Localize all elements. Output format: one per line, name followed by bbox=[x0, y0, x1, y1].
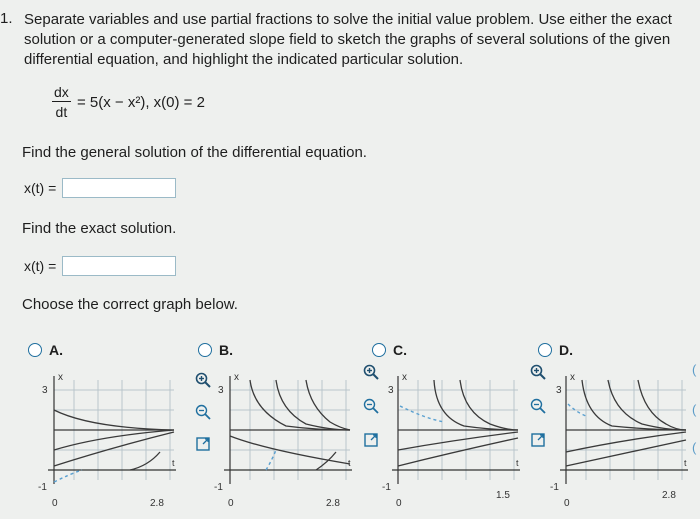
x-tick-right: 2.8 bbox=[150, 498, 164, 509]
edge-cut-icon: ( bbox=[692, 402, 697, 417]
x-tick-left: 0 bbox=[564, 498, 570, 509]
general-solution-label: x(t) = bbox=[24, 180, 57, 196]
general-solution-input[interactable] bbox=[62, 178, 176, 198]
highlighted-solution bbox=[400, 406, 444, 422]
option-a[interactable] bbox=[28, 342, 63, 358]
solution-curve bbox=[398, 438, 518, 466]
x-axis-label: t bbox=[348, 458, 351, 468]
fraction-numerator: dx bbox=[54, 84, 69, 100]
solution-curve bbox=[638, 380, 686, 430]
x-axis-label: t bbox=[684, 458, 687, 468]
option-b[interactable] bbox=[198, 342, 233, 358]
option-d[interactable] bbox=[538, 342, 573, 358]
y-axis-label: x bbox=[58, 372, 63, 383]
solution-curve bbox=[276, 380, 350, 430]
graph-c bbox=[374, 366, 524, 516]
solution-curve bbox=[54, 410, 174, 430]
fraction-denominator: dt bbox=[55, 104, 68, 120]
x-tick-left: 0 bbox=[396, 498, 402, 509]
option-d-letter: D. bbox=[559, 342, 573, 358]
y-tick-top: 3 bbox=[218, 385, 224, 396]
exact-solution-prompt: Find the exact solution. bbox=[22, 220, 177, 237]
x-tick-left: 0 bbox=[52, 498, 58, 509]
x-tick-left: 0 bbox=[228, 498, 234, 509]
solution-curve bbox=[434, 380, 518, 430]
edge-cut-icon: ( bbox=[692, 362, 697, 377]
option-b-radio[interactable] bbox=[198, 343, 212, 357]
solution-curve bbox=[566, 432, 686, 452]
general-solution-row bbox=[24, 178, 176, 198]
question-number: 1. bbox=[0, 10, 13, 27]
y-tick-top: 3 bbox=[388, 385, 394, 396]
y-tick-bottom: -1 bbox=[38, 482, 47, 493]
graph-a bbox=[30, 366, 180, 516]
solution-curve bbox=[566, 440, 686, 466]
general-solution-prompt: Find the general solution of the differential equation. bbox=[22, 144, 367, 161]
question-text: Separate variables and use partial fractions to solve the initial value problem. Use either the exact solution or a computer-generated slope field to sketch the graphs of several solutions of the given differential equation, and highlight the indicated particular solution. bbox=[24, 11, 672, 68]
y-tick-bottom: -1 bbox=[550, 482, 559, 493]
x-tick-right: 1.5 bbox=[496, 490, 510, 501]
highlighted-solution bbox=[54, 470, 82, 482]
graph-b bbox=[206, 366, 356, 516]
differential-equation bbox=[52, 84, 205, 120]
y-axis-label: x bbox=[402, 372, 407, 383]
y-tick-bottom: -1 bbox=[214, 482, 223, 493]
y-axis-label: x bbox=[234, 372, 239, 383]
y-tick-bottom: -1 bbox=[382, 482, 391, 493]
option-c-radio[interactable] bbox=[372, 343, 386, 357]
x-tick-right: 2.8 bbox=[662, 490, 676, 501]
solution-curve bbox=[250, 380, 350, 430]
solution-curve bbox=[54, 430, 174, 450]
exact-solution-label: x(t) = bbox=[24, 258, 57, 274]
solution-curve bbox=[398, 432, 518, 450]
exact-solution-input[interactable] bbox=[62, 256, 176, 276]
x-axis-label: t bbox=[172, 458, 175, 468]
edge-cut-icon: ( bbox=[692, 440, 697, 455]
solution-curve bbox=[460, 380, 518, 430]
graph-d bbox=[542, 366, 692, 516]
y-tick-top: 3 bbox=[556, 385, 562, 396]
solution-curve bbox=[306, 380, 350, 430]
solution-curve bbox=[130, 452, 160, 470]
y-tick-top: 3 bbox=[42, 385, 48, 396]
option-a-letter: A. bbox=[49, 342, 63, 358]
exact-solution-row bbox=[24, 256, 176, 276]
derivative-fraction bbox=[52, 84, 71, 120]
equation-rhs: = 5(x − x²), x(0) = 2 bbox=[76, 93, 205, 111]
choose-graph-prompt: Choose the correct graph below. bbox=[22, 296, 238, 313]
option-c-letter: C. bbox=[393, 342, 407, 358]
option-a-radio[interactable] bbox=[28, 343, 42, 357]
y-axis-label: x bbox=[570, 372, 575, 383]
x-axis-label: t bbox=[516, 458, 519, 468]
x-tick-right: 2.8 bbox=[326, 498, 340, 509]
option-d-radio[interactable] bbox=[538, 343, 552, 357]
option-c[interactable] bbox=[372, 342, 407, 358]
option-b-letter: B. bbox=[219, 342, 233, 358]
